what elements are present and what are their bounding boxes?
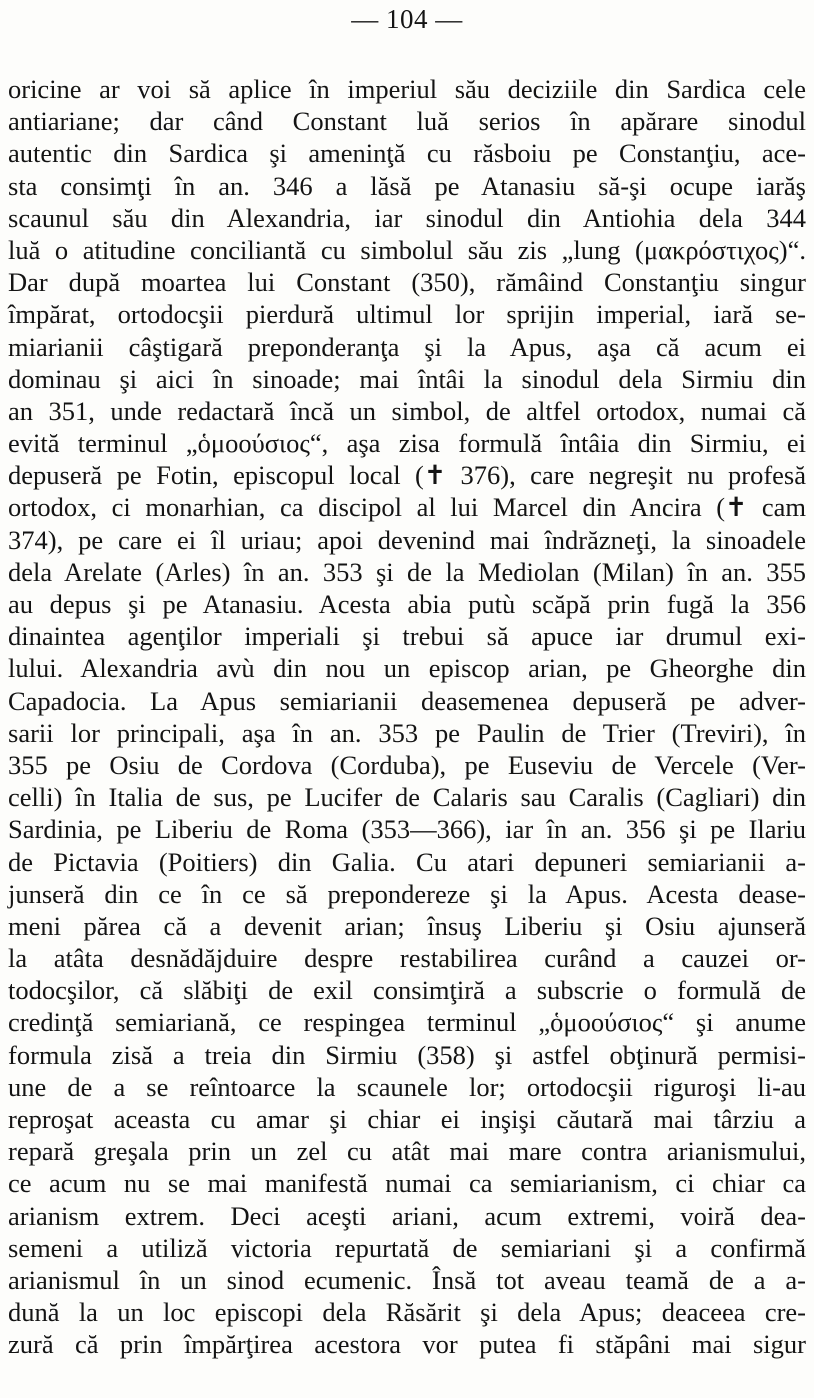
text-line: dună la un loc episcopi dela Răsărit şi dela Apus; deaceea cre- bbox=[8, 1297, 806, 1328]
text-line: sta consimţi în an. 346 a lăsă pe Atanasiu să-şi ocupe iarăş bbox=[8, 170, 806, 201]
text-line: de Pictavia (Poitiers) din Galia. Cu atari depuneri semiarianii a- bbox=[8, 846, 806, 877]
text-line: 374), pe care ei îl uriau; apoi devenind mai îndrăzneţi, la sinoadele bbox=[8, 524, 806, 555]
text-line: Sardinia, pe Liberiu de Roma (353—366), iar în an. 356 şi pe Ilariu bbox=[8, 814, 806, 845]
text-line: luă o atitudine conciliantă cu simbolul său zis „lung (μακρόστιχος)“. bbox=[8, 234, 806, 265]
text-line: arianismul în un sinod ecumenic. Însă tot aveau teamă de a a- bbox=[8, 1264, 806, 1295]
text-line: autentic din Sardica şi ameninţă cu răsboiu pe Constanţiu, ace- bbox=[8, 138, 806, 169]
text-line: sarii lor principali, aşa în an. 353 pe Paulin de Trier (Treviri), în bbox=[8, 717, 806, 748]
text-line: scaunul său din Alexandria, iar sinodul din Antiohia dela 344 bbox=[8, 202, 806, 233]
text-line: ce acum nu se mai manifestă numai ca semiarianism, ci chiar ca bbox=[8, 1168, 806, 1199]
text-line: antiariane; dar când Constant luă serios în apărare sinodul bbox=[8, 106, 806, 137]
text-line: dela Arelate (Arles) în an. 353 şi de la Mediolan (Milan) în an. 355 bbox=[8, 556, 806, 587]
text-line: la atâta desnădăjduire despre restabilirea curând a cauzei or- bbox=[8, 943, 806, 974]
page-number: — 104 — bbox=[351, 4, 463, 34]
text-line: formula zisă a treia din Sirmiu (358) şi astfel obţinură permisi- bbox=[8, 1039, 806, 1070]
text-line: evită terminul „ὁμοούσιος“, aşa zisa formulă întâia din Sirmiu, ei bbox=[8, 428, 806, 459]
text-line: dominau şi aici în sinoade; mai întâi la sinodul dela Sirmiu din bbox=[8, 363, 806, 394]
text-line: semeni a utiliză victoria repurtată de semiariani şi a confirmă bbox=[8, 1232, 806, 1263]
text-line: Dar după moartea lui Constant (350), rămâind Constanţiu singur bbox=[8, 267, 806, 298]
text-line: depuseră pe Fotin, episcopul local (✝ 376), care negreşit nu profesă bbox=[8, 460, 806, 491]
text-line: meni părea că a devenit arian; însuş Liberiu şi Osiu ajunseră bbox=[8, 910, 806, 941]
text-line: lului. Alexandria avù din nou un episcop arian, pe Gheorghe din bbox=[8, 653, 806, 684]
text-line: miarianii câştigară preponderanţa şi la Apus, aşa că acum ei bbox=[8, 331, 806, 362]
text-line: celli) în Italia de sus, pe Lucifer de Calaris sau Caralis (Cagliari) din bbox=[8, 782, 806, 813]
text-line: arianism extrem. Deci aceşti ariani, acum extremi, voiră dea- bbox=[8, 1200, 806, 1231]
text-line: au depus şi pe Atanasiu. Acesta abia putù scăpă prin fugă la 356 bbox=[8, 589, 806, 619]
text-line: ortodox, ci monarhian, ca discipol al lui Marcel din Ancira (✝ cam bbox=[8, 492, 806, 523]
text-line: credinţă semiariană, ce respingea terminul „ὁμοούσιος“ şi anume bbox=[8, 1007, 806, 1038]
text-line: junseră din ce în ce să prepondereze şi la Apus. Acesta dease- bbox=[8, 878, 806, 909]
body-text bbox=[8, 73, 806, 1361]
text-line: dinaintea agenţilor imperiali şi trebui să apuce iar drumul exi- bbox=[8, 621, 806, 652]
text-line: reproşat aceasta cu amar şi chiar ei inşişi căutară mai târziu a bbox=[8, 1104, 806, 1134]
text-line: oricine ar voi să aplice în imperiul său deciziile din Sardica cele bbox=[8, 74, 806, 104]
text-line: une de a se reîntoarce la scaunele lor; ortodocşii riguroşi li-au bbox=[8, 1071, 806, 1102]
text-line: Capadocia. La Apus semiarianii deasemenea depuseră pe adver- bbox=[8, 685, 806, 716]
text-line: todocşilor, că slăbiţi de exil consimţiră a subscrie o formulă de bbox=[8, 975, 806, 1006]
text-line: zură că prin împărţirea acestora vor putea fi stăpâni mai sigur bbox=[8, 1329, 806, 1360]
text-line: an 351, unde redactară încă un simbol, de altfel ortodox, numai că bbox=[8, 395, 806, 426]
text-line: repară greşala prin un zel cu atât mai mare contra arianismului, bbox=[8, 1136, 806, 1167]
text-line: împărat, ortodocşii pierdură ultimul lor sprijin imperial, iară se- bbox=[8, 299, 806, 330]
text-line: 355 pe Osiu de Cordova (Corduba), pe Euseviu de Vercele (Ver- bbox=[8, 749, 806, 780]
